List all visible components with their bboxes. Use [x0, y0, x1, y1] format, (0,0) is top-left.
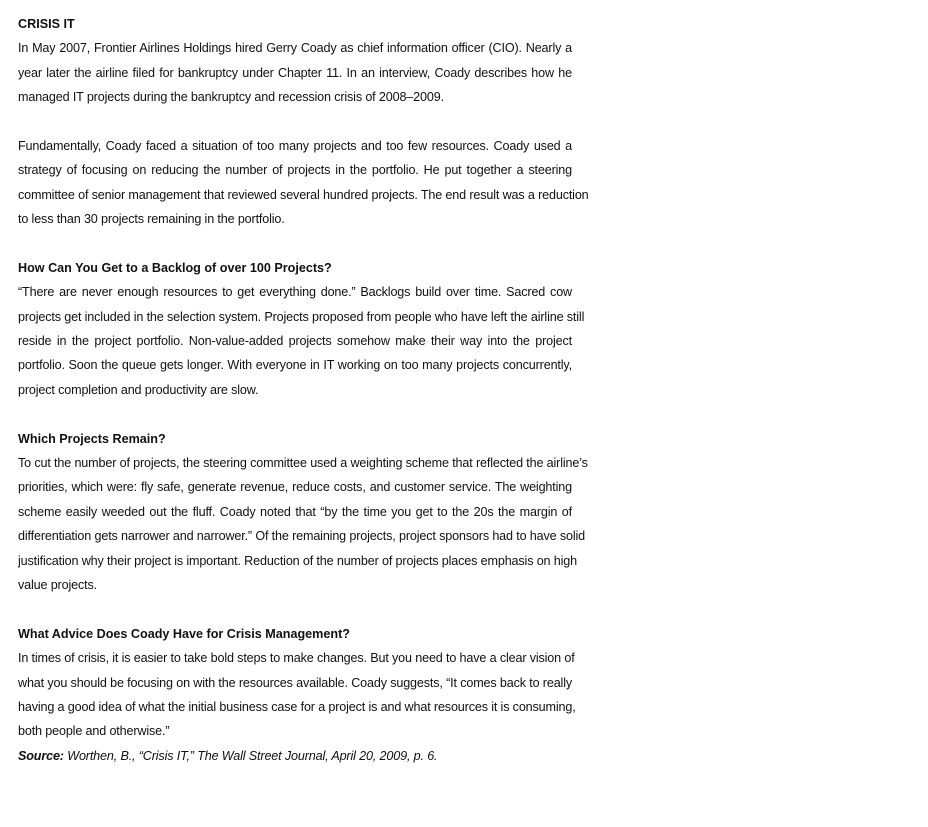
paragraph-line: priorities, which were: fly safe, generate revenue, reduce costs, and customer service. The weighting — [18, 480, 572, 495]
section-heading: Which Projects Remain? — [18, 431, 166, 446]
section-heading: How Can You Get to a Backlog of over 100 Projects? — [18, 260, 332, 275]
paragraph-gap — [18, 402, 572, 426]
paragraph-line: both people and otherwise.” — [18, 724, 170, 739]
paragraph-line: managed IT projects during the bankruptcy and recession crisis of 2008–2009. — [18, 90, 444, 105]
section-heading: What Advice Does Coady Have for Crisis Management? — [18, 626, 350, 641]
source-text: Worthen, B., “Crisis IT,” The Wall Street Journal, April 20, 2009, p. 6. — [67, 748, 438, 763]
paragraph-line: strategy of focusing on reducing the number of projects in the portfolio. He put together a steering — [18, 163, 572, 178]
paragraph-line: reside in the project portfolio. Non-value-added projects somehow make their way into the project — [18, 334, 572, 349]
section-backlog — [18, 256, 585, 402]
paragraph-line: having a good idea of what the initial business case for a project is and what resources it is consuming, — [18, 699, 576, 714]
paragraph-line: justification why their project is important. Reduction of the number of projects places emphasis on high — [18, 553, 577, 568]
paragraph-line: To cut the number of projects, the steering committee used a weighting scheme that reflected the airline’s — [18, 456, 588, 471]
paragraph-line: In times of crisis, it is easier to take bold steps to make changes. But you need to have a clear vision of — [18, 651, 575, 666]
paragraph-line: project completion and productivity are slow. — [18, 382, 259, 397]
paragraph-gap — [18, 597, 572, 621]
paragraph-line: “There are never enough resources to get everything done.” Backlogs build over time. Sacred cow — [18, 285, 572, 300]
document — [18, 12, 589, 768]
paragraph-line: value projects. — [18, 577, 97, 592]
source-label: Source: — [18, 748, 64, 763]
paragraph-line: year later the airline filed for bankruptcy under Chapter 11. In an interview, Coady describes how he — [18, 65, 572, 80]
paragraph-line: scheme easily weeded out the fluff. Coady noted that “by the time you get to the 20s the margin of — [18, 504, 572, 519]
paragraph-line: committee of senior management that reviewed several hundred projects. The end result was a reduction — [18, 187, 589, 202]
intro-paragraph — [18, 36, 572, 109]
source-citation — [18, 744, 572, 768]
section-remaining — [18, 427, 588, 598]
paragraph-line: to less than 30 projects remaining in the portfolio. — [18, 212, 285, 227]
paragraph-line: Fundamentally, Coady faced a situation of too many projects and too few resources. Coady used a — [18, 138, 572, 153]
paragraph-gap — [18, 232, 572, 256]
paragraph-line: projects get included in the selection system. Projects proposed from people who have left the airline still — [18, 309, 585, 324]
section-advice — [18, 622, 576, 744]
strategy-paragraph — [18, 134, 589, 232]
paragraph-gap — [18, 110, 572, 134]
paragraph-line: what you should be focusing on with the resources available. Coady suggests, “It comes back to really — [18, 675, 572, 690]
document-title: CRISIS IT — [18, 17, 75, 31]
paragraph-line: portfolio. Soon the queue gets longer. With everyone in IT working on too many projects concurrently, — [18, 358, 572, 373]
paragraph-line: In May 2007, Frontier Airlines Holdings hired Gerry Coady as chief information officer (CIO). Nearly a — [18, 41, 572, 56]
paragraph-line: differentiation gets narrower and narrower.” Of the remaining projects, project sponsors had to have solid — [18, 529, 585, 544]
